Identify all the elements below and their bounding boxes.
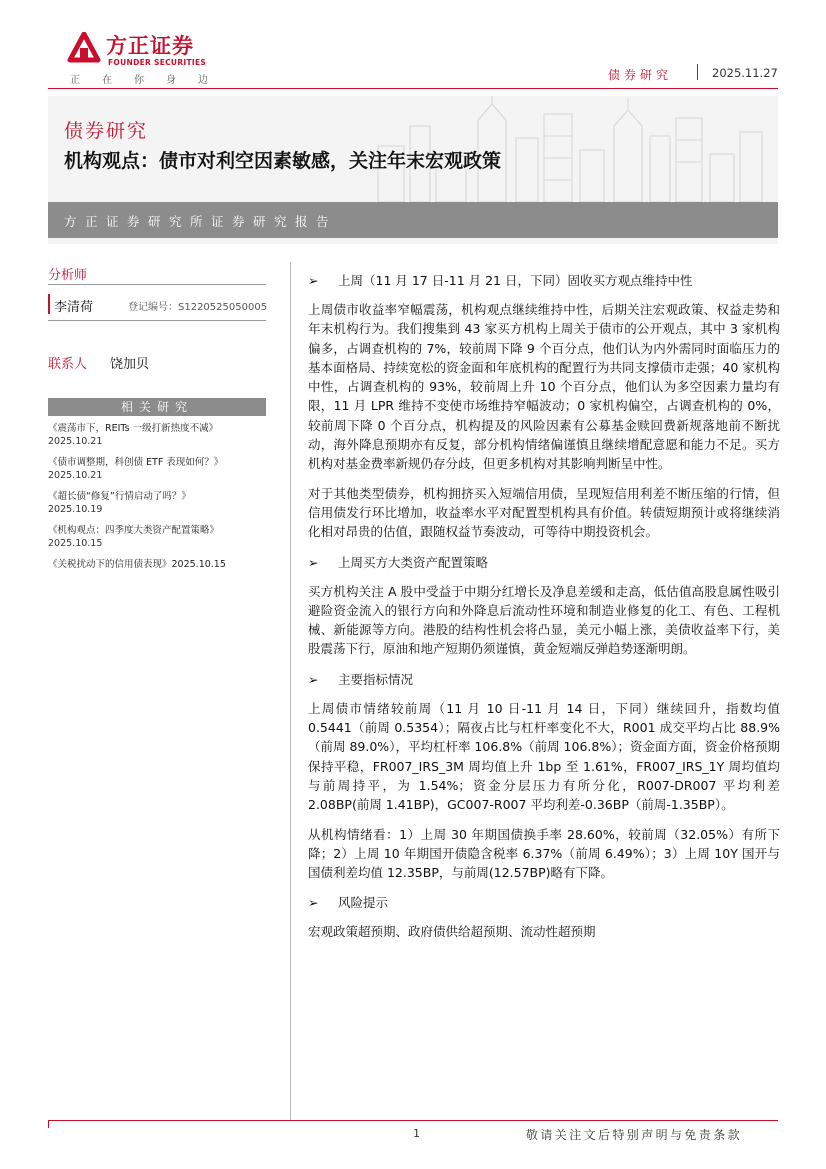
contact-label: 联系人 bbox=[48, 357, 88, 372]
body-paragraph: 上周债市收益率窄幅震荡，机构观点继续维持中性，后期关注宏观政策、权益走势和年末机构行为。我们搜集到 43 家买方机构上周关于债市的公开观点，其中 3 家机构偏多，占调查机构的 7%，较前周下降 9 个百分点，他们认为内外需同时面临压力的基本面格局、持续宽松的资金面和年底机构的配置行为共同支撑债市走强；40 家机构中性，占调查机构的 93%，较前周上升 10 个百分点，他们认为多空因素力量均有限，11 月 LPR 维持不变使市场维持窄幅波动；0 家机构偏空，占调查机构的 0%，较前周下降 0 个百分点，机构提及的风险因素有公募基金赎回费新规落地前不断扰动，海外降息预期亦有反复，部分机构情绪偏谨慎且继续增配意愿和能力不足。买方机构对基金费率新规仍存分歧，但更多机构对其影响判断呈中性。 bbox=[308, 302, 780, 472]
related-date: 2025.10.19 bbox=[48, 504, 103, 515]
banner-bar bbox=[48, 202, 778, 238]
body-paragraph: 宏观政策超预期、政府债供给超预期、流动性超预期 bbox=[308, 924, 596, 940]
analyst-heading: 分析师 bbox=[48, 268, 88, 283]
related-date: 2025.10.15 bbox=[48, 538, 103, 549]
related-research-heading: 相关研究 bbox=[48, 398, 266, 416]
arrow-bullet-icon: ➢ bbox=[308, 554, 319, 570]
related-research-list bbox=[48, 422, 278, 579]
footer-tick bbox=[48, 1120, 49, 1128]
section-heading-text: 风险提示 bbox=[338, 895, 389, 911]
related-title[interactable]: 《机构观点：四季度大类资产配置策略》 bbox=[48, 525, 220, 536]
report-title: 机构观点：债市对利空因素敏感，关注年末宏观政策 bbox=[64, 150, 502, 172]
body-paragraph: 买方机构关注 A 股中受益于中期分红增长及净息差缓和走高，低估值高股息属性吸引避险资金流入的银行方向和外降息后流动性环境和制造业修复的化工、有色、工程机械、新能源等方向。港股的结构性机会将凸显，美元小幅上涨，美债收益率下行，美股震荡下行，原油和地产短期仍须谨慎，黄金短端反弹趋势逐渐明朗。 bbox=[308, 583, 780, 657]
section-heading bbox=[308, 892, 780, 914]
body-paragraph: 对于其他类型债券，机构拥挤买入短端信用债，呈现短信用利差不断压缩的行情，但信用债发行环比增加，收益率水平对配置型机构具有价值。转债短期预计或将继续消化相对昂贵的估值，跟随权益节奏波动，可等待中期投资机会。 bbox=[308, 485, 780, 540]
arrow-bullet-icon: ➢ bbox=[308, 671, 319, 687]
title-banner bbox=[48, 96, 778, 244]
column-divider bbox=[290, 262, 291, 1120]
body-paragraph: 从机构情绪看：1）上周 30 年期国债换手率 28.60%，较前周（32.05%）有所下降；2）上周 10 年期国开债隐含税率 6.37%（前周 6.49%）；3）上周 10Y 国开与国债利差均值 12.35BP，与前周(12.57BP)略有下降。 bbox=[308, 826, 780, 881]
related-item[interactable] bbox=[48, 422, 278, 448]
related-title[interactable]: 《震荡市下，REITs 一级打新热度不减》 bbox=[48, 423, 219, 434]
analyst-marker bbox=[48, 294, 50, 314]
related-date: 2025.10.21 bbox=[48, 470, 103, 481]
analyst-row bbox=[48, 292, 266, 320]
banner-bar-text: 方正证券研究所证券研究报告 bbox=[64, 214, 338, 229]
related-item[interactable] bbox=[48, 524, 278, 550]
sidebar-rule bbox=[48, 284, 266, 285]
header-category: 债券研究 bbox=[608, 68, 673, 82]
logo-english-name: FOUNDER SECURITIES bbox=[108, 58, 207, 67]
analyst-name: 李清荷 bbox=[54, 300, 94, 315]
header-separator bbox=[697, 64, 698, 80]
related-title[interactable]: 《关税扰动下的信用债表现》2025.10.15 bbox=[48, 559, 226, 570]
arrow-bullet-icon: ➢ bbox=[308, 895, 319, 911]
sidebar-rule bbox=[48, 320, 266, 321]
section-heading-text: 上周买方大类资产配置策略 bbox=[338, 554, 489, 570]
company-logo bbox=[66, 28, 230, 86]
banner-category: 债券研究 bbox=[64, 120, 149, 142]
arrow-bullet-icon: ➢ bbox=[308, 273, 319, 288]
header-rule bbox=[48, 88, 778, 89]
section-heading-text: 主要指标情况 bbox=[338, 671, 414, 687]
report-body bbox=[308, 270, 780, 952]
related-item[interactable] bbox=[48, 558, 278, 571]
contact-name: 饶加贝 bbox=[110, 357, 150, 372]
logo-slogan: 正在你身边 bbox=[70, 75, 230, 86]
related-title[interactable]: 《债市调整期，科创债 ETF 表现如何？》 bbox=[48, 457, 224, 468]
section-heading bbox=[308, 669, 780, 691]
related-item[interactable] bbox=[48, 490, 278, 516]
footer-rule bbox=[48, 1120, 778, 1121]
body-paragraph: 上周债市情绪较前周（11 月 10 日-11 月 14 日，下同）继续回升，指数均值 0.5441（前周 0.5354）；隔夜占比与杠杆率变化不大，R001 成交平均占比 88.9%（前周 89.0%），平均杠杆率 106.8%（前周 106.8%）；资金面方面，资金价格预期保持平稳，FR007_IRS_3M 周均值上升 1bp 至 1.61%，FR007_IRS_1Y 周均值均与前周持平，为 1.54%；资金分层压力有所分化，R007-DR007 平均利差 2.08BP(前周 1.41BP)，GC007-R007 平均利差-0.36BP（前周-1.35BP）。 bbox=[308, 700, 780, 813]
related-item[interactable] bbox=[48, 456, 278, 482]
section-heading-text: 上周（11 月 17 日-11 月 21 日，下同）固收买方观点维持中性 bbox=[338, 273, 693, 288]
logo-chinese-name: 方正证券 bbox=[106, 34, 194, 58]
section-heading bbox=[308, 270, 780, 292]
page-number: 1 bbox=[413, 1127, 420, 1140]
logo-mark-icon bbox=[66, 32, 102, 64]
disclaimer-note[interactable]: 敬请关注文后特别声明与免责条款 bbox=[526, 1128, 743, 1142]
header-date: 2025.11.27 bbox=[712, 66, 778, 80]
related-title[interactable]: 《超长债“修复”行情启动了吗？》 bbox=[48, 491, 191, 502]
section-heading bbox=[308, 552, 780, 574]
related-date: 2025.10.21 bbox=[48, 436, 103, 447]
analyst-registration: 登记编号：S1220525050005 bbox=[128, 302, 268, 313]
